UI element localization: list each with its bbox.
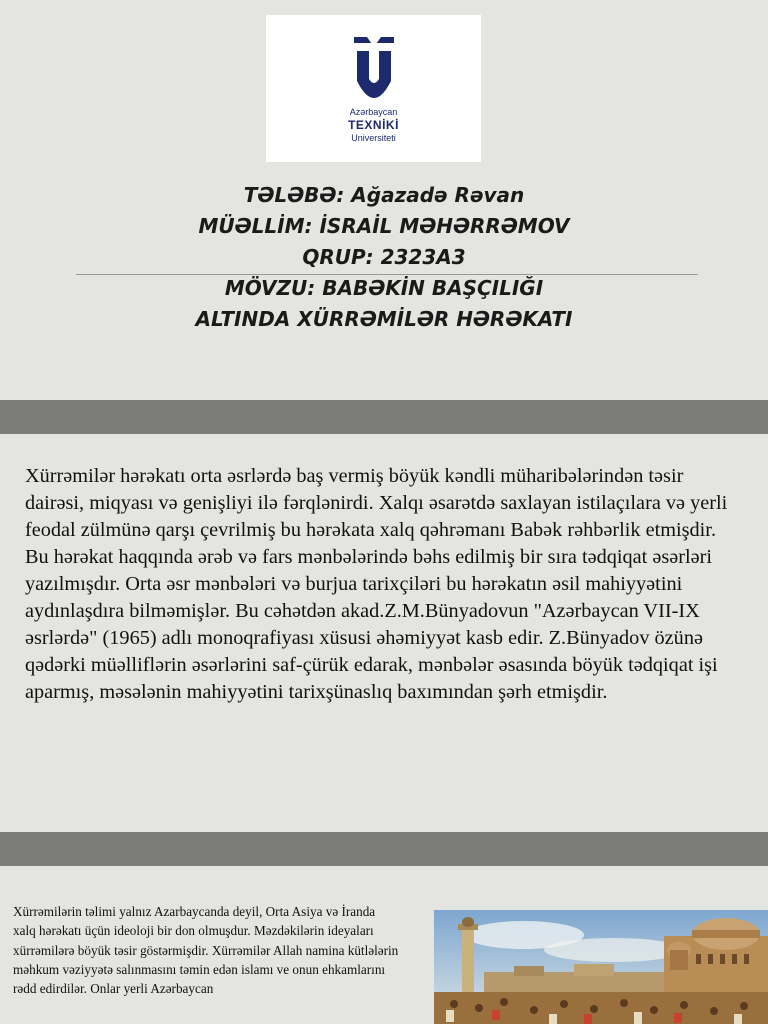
historical-city-painting (434, 910, 768, 1024)
slide-separator (0, 832, 768, 866)
logo-text-line3: Universiteti (351, 133, 396, 143)
group-line: QRUP: 2323A3 (302, 245, 466, 269)
slide-separator (0, 400, 768, 434)
title-slide (0, 0, 768, 400)
logo-text-line1: Azərbaycan (349, 107, 398, 117)
university-emblem-icon (354, 37, 394, 105)
title-block (0, 180, 768, 335)
topic-line-2: ALTINDA XÜRRƏMİLƏR HƏRƏKATI (195, 307, 573, 331)
teacher-line: MÜƏLLİM: İSRAİL MƏHƏRRƏMOV (198, 214, 570, 238)
title-divider (76, 274, 698, 275)
secondary-paragraph: Xürrəmilərin təlimi yalnız Azarbaycanda deyil, Orta Asiya və İranda xalq hərəkatı üçün ideoloji bir don olmuşdur. Məzdəkilərin ideyaları xürrəmilərə böyük təsir göstərmişdir. Xürrəmilər Allah namina kütlələrin məhkum vəziyyətə salınmasını təmin edən islamı ve onun ehkamlarını rədd edirdilər. Onlar yerli Azərbaycan (13, 904, 399, 997)
university-logo (266, 15, 481, 162)
main-paragraph: Xürrəmilər hərəkatı orta əsrlərdə baş vermiş böyük kəndli müharibələrindən təsir dairəsi, miqyası və genişliyi ilə fərqlənirdi. Xalqı əsarətdə saxlayan istilaçılara və yerli feodal zülmünə qarşı çevrilmiş bu hərəkata xalq qəhrəmanı Babək rəhbərlik etmişdir. Bu hərəkat haqqında ərəb və fars mənbələrində bəhs edilmiş bir sıra tədqiqat əsərləri yazılmışdır. Orta əsr mənbələri və burjua tarixçiləri bu hərəkatın əsil mahiyyətini aydınlaşdıra bilməmişlər. Bu cəhətdən akad.Z.M.Bünyadovun "Azərbaycan VII-IX əsrlərdə" (1965) adlı monoqrafiyası xüsusi əhəmiyyət kasb edir. Z.Bünyadov özünə qədərki müəlliflərin əsərlərini saf-çürük edarak, mənbələr əsasında böyük tədqiqat işi aparmış, məsələnin mahiyyətini tarixşünaslıq baxımından şərh etmişdir. (25, 465, 728, 703)
city-illustration (434, 910, 768, 1024)
topic-line-1: MÖVZU: BABƏKİN BAŞÇILIĞI (224, 276, 544, 300)
logo-text-line2: TEXNİKİ (348, 118, 399, 132)
student-line: TƏLƏBƏ: Ağazadə Rəvan (243, 183, 525, 207)
